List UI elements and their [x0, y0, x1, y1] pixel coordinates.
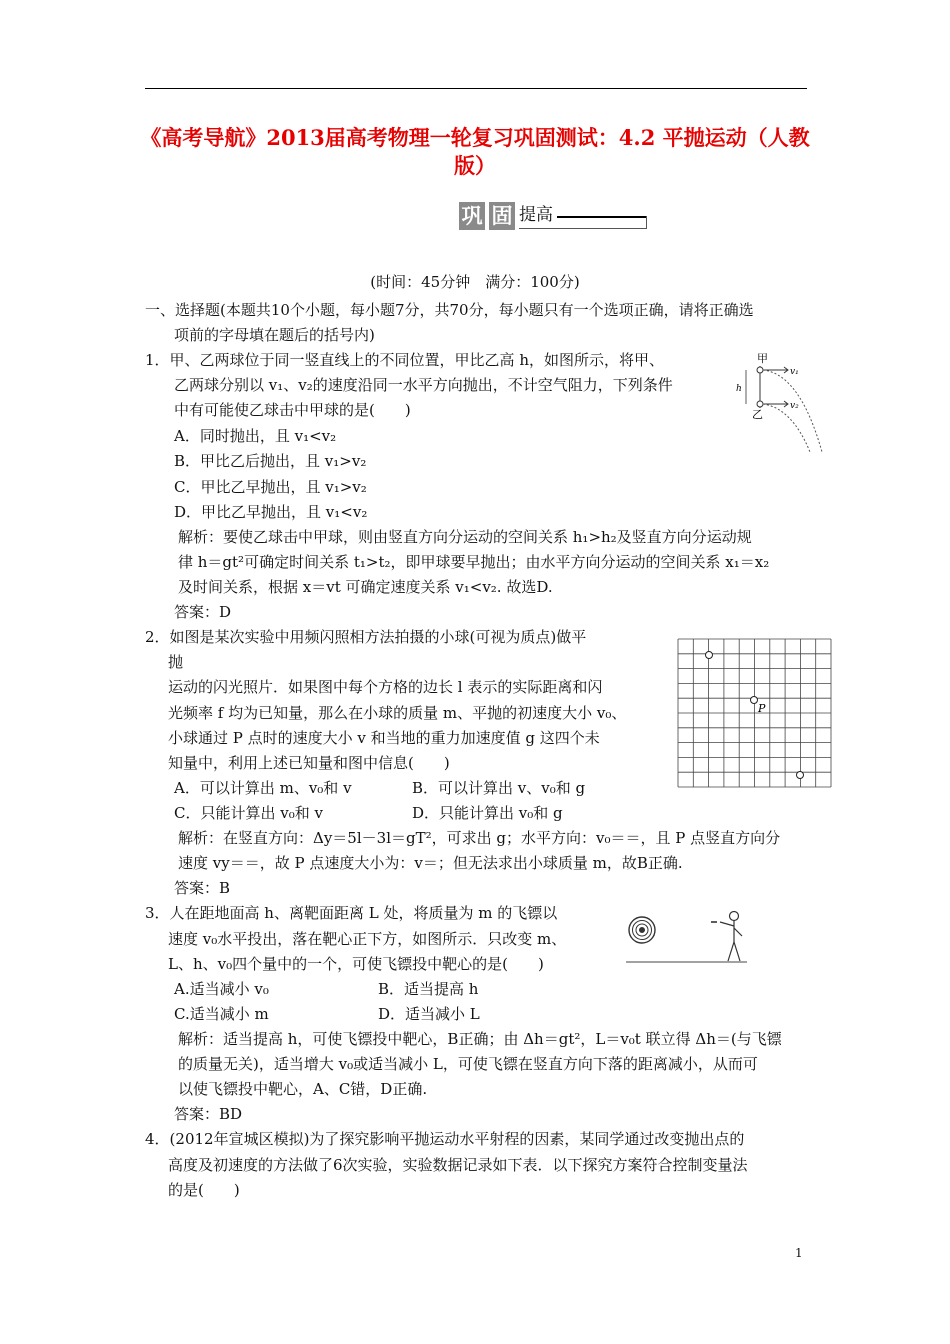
q2-stem-line: 小球通过 P 点时的速度大小 v 和当地的重力加速度值 g 这四个未 [168, 729, 600, 747]
q1-trajectory-jia [763, 370, 822, 452]
q2-option-d: D．只能计算出 v₀和 g [412, 804, 563, 822]
q1-label-yi: 乙 [752, 408, 763, 421]
q2-label-p: P [758, 702, 766, 715]
q1-stem-line: 乙两球分别以 v₁、v₂的速度沿同一水平方向抛出，不计空气阻力，下列条件 [174, 376, 673, 394]
q1-label-v2: v₂ [790, 401, 799, 411]
q3-option-a: A.适当减小 v₀ [174, 980, 269, 998]
q4-stem-line: 高度及初速度的方法做了6次实验，实验数据记录如下表．以下探究方案符合控制变量法 [168, 1156, 748, 1174]
q2-stem-line: 知量中，利用上述已知量和图中信息( ) [168, 754, 450, 772]
q1-analysis-line: 律 h＝gt²可确定时间关系 t₁>t₂，即甲球要早抛出；由水平方向分运动的空间关系 x₁＝x₂ [178, 553, 770, 571]
banner-underline [519, 228, 647, 229]
banner-text: 提高 [519, 205, 553, 225]
q3-option-d: D．适当减小 L [378, 1005, 480, 1023]
q3-answer: 答案：BD [174, 1105, 243, 1123]
page-number: 1 [795, 1246, 803, 1260]
q2-grid-figure [678, 639, 832, 789]
banner-edge [646, 216, 647, 229]
q2-stem-line: 运动的闪光照片．如果图中每个方格的边长 l 表示的实际距离和闪 [168, 678, 603, 696]
q2-stem-line: 光频率 f 均为已知量，那么在小球的质量 m、平抛的初速度大小 v₀、 [168, 704, 627, 722]
q1-analysis-line: 及时间关系，根据 x＝vt 可确定速度关系 v₁<v₂. 故选D. [178, 578, 553, 596]
q1-trajectory-yi [763, 404, 810, 452]
q2-grid-lines [678, 639, 831, 787]
q1-option-d: D．甲比乙早抛出，且 v₁<v₂ [174, 503, 368, 521]
q1-option-b: B．甲比乙后抛出，且 v₁>v₂ [174, 452, 367, 470]
q2-ball-position [706, 652, 713, 659]
q1-analysis-line: 解析：要使乙球击中甲球，则由竖直方向分运动的空间关系 h₁>h₂及竖直方向分运动规 [178, 528, 752, 546]
q3-option-b: B．适当提高 h [378, 980, 479, 998]
q1-ball-jia [757, 367, 763, 373]
section-banner [459, 200, 649, 234]
q3-analysis-line: 以使飞镖投中靶心，A、C错，D正确. [178, 1080, 428, 1098]
q4-stem-line: 4．(2012年宣城区模拟)为了探究影响平抛运动水平射程的因素，某同学通过改变抛出点的 [145, 1130, 745, 1148]
q3-stem-line: 速度 v₀水平投出，落在靶心正下方，如图所示．只改变 m、 [168, 930, 567, 948]
q2-stem-line: 2．如图是某次实验中用频闪照相方法拍摄的小球(可视为质点)做平 [145, 628, 587, 646]
q2-answer: 答案：B [174, 879, 231, 897]
section-heading-cont: 项前的字母填在题后的括号内) [174, 326, 375, 344]
q1-ball-yi [757, 401, 763, 407]
q1-label-h: h [736, 384, 742, 394]
q1-label-jia: 甲 [757, 352, 768, 365]
q1-option-a: A．同时抛出，且 v₁<v₂ [174, 427, 337, 445]
q4-stem-line: 的是( ) [168, 1181, 240, 1199]
time-info: (时间：45分钟 满分：100分) [370, 273, 580, 291]
q3-dart-figure [622, 906, 752, 968]
banner-char-1: 巩 [459, 202, 485, 230]
q2-option-a: A．可以计算出 m、v₀和 v [174, 779, 352, 797]
q2-option-b: B．可以计算出 v、v₀和 g [412, 779, 586, 797]
q1-stem-line: 1．甲、乙两球位于同一竖直线上的不同位置，甲比乙高 h，如图所示，将甲、 [145, 351, 664, 369]
header-rule [145, 88, 807, 89]
q1-stem-line: 中有可能使乙球击中甲球的是( ) [174, 401, 411, 419]
q3-stem-line: L、h、v₀四个量中的一个，可使飞镖投中靶心的是( ) [168, 955, 544, 973]
q1-figure [730, 352, 830, 456]
dartboard [629, 917, 655, 943]
page-title: 《高考导航》2013届高考物理一轮复习巩固测试：4.2 平抛运动（人教版） [140, 125, 810, 178]
thrower-figure [711, 912, 742, 962]
q2-analysis-line: 解析：在竖直方向：Δy＝5l－3l＝gT²，可求出 g；水平方向：v₀＝＝，且 P 点竖直方向分 [178, 829, 781, 847]
q3-analysis-line: 解析：适当提高 h，可使飞镖投中靶心，B正确；由 Δh＝gt²，L＝v₀t 联立得 Δh＝(与飞镖 [178, 1030, 782, 1048]
section-heading: 一、选择题(本题共10个小题，每小题7分，共70分，每小题只有一个选项正确，请将正确选 [145, 301, 754, 319]
banner-char-2: 固 [489, 202, 515, 230]
q2-option-c: C．只能计算出 v₀和 v [174, 804, 323, 822]
q3-option-c: C.适当减小 m [174, 1005, 269, 1023]
q1-option-c: C．甲比乙早抛出，且 v₁>v₂ [174, 478, 367, 496]
banner-rule [557, 216, 647, 218]
q1-answer: 答案：D [174, 603, 232, 621]
q2-ball-position [797, 772, 804, 779]
q3-analysis-line: 的质量无关)，适当增大 v₀或适当减小 L，可使飞镖在竖直方向下落的距离减小，从而可 [178, 1055, 758, 1073]
q3-stem-line: 3．人在距地面高 h、离靶面距离 L 处，将质量为 m 的飞镖以 [145, 904, 558, 922]
q2-ball-p-position [751, 697, 758, 704]
q2-analysis-line: 速度 vy＝＝，故 P 点速度大小为：v＝；但无法求出小球质量 m，故B正确. [178, 854, 683, 872]
q1-label-v1: v₁ [790, 367, 799, 377]
q2-stem-line: 抛 [168, 653, 184, 671]
